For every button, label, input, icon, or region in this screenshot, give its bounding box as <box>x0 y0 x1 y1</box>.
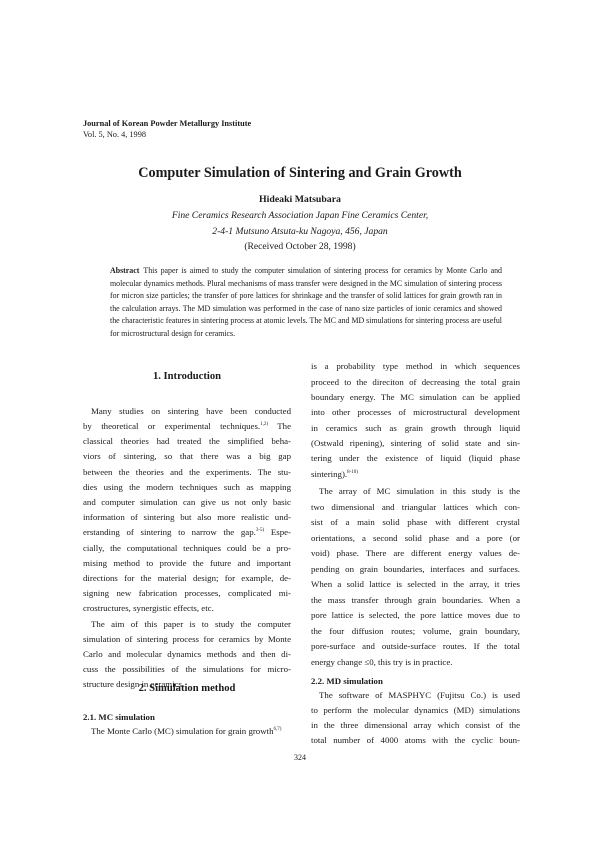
body-line: The Monte Carlo (MC) simulation for grain growth$^{6,7)}$ <box>91 726 282 736</box>
body-line: Many studies on sintering have been conducted <box>91 406 291 416</box>
body-line: pore-surface and outside-surface routes. If the total <box>311 641 520 651</box>
body-line: tering under the existence of liquid (liquid phase <box>311 453 520 463</box>
body-line: boundary energy. The MC simulation can be applied <box>311 392 520 402</box>
body-line: and computer simulation can give us not only basic <box>83 497 291 507</box>
body-line: to perform the molecular dynamics (MD) simulations <box>311 705 520 715</box>
body-line: orientations, a second solid phase and a pore (or <box>311 533 520 543</box>
body-line: in the three dimensional array which consist of the <box>311 720 520 730</box>
abstract-label: Abstract <box>110 266 140 275</box>
affiliation-line-1: Fine Ceramics Research Association Japan Fine Ceramics Center, <box>171 210 429 221</box>
body-line: mising method to provide the future and important <box>83 558 291 568</box>
body-line: The array of MC simulation in this study is the <box>319 486 520 496</box>
intro-heading: 1. Introduction <box>152 371 222 382</box>
body-line: pending on grain boundaries, interfaces and surfaces. <box>311 564 520 574</box>
body-line: cially, the computational techniques could be a pro- <box>83 543 291 553</box>
mc-subheading: 2.1. MC simulation <box>83 712 155 722</box>
body-line: When a solid lattice is selected in the array, it tries <box>311 579 520 589</box>
body-line: energy change ≤0, this try is in practice. <box>311 657 453 667</box>
body-line: directions for the material design; for example, de- <box>83 573 291 583</box>
page-number: 324 <box>294 753 306 762</box>
affiliation-line-2: 2-4-1 Mutsuno Atsuta-ku Nagoya, 456, Japan <box>212 225 388 237</box>
body-line: pore lattice is selected, the pore lattice moves due to <box>311 610 520 620</box>
body-line: cuss the possibilities of the simulations for micro- <box>83 664 291 674</box>
citation: 1,2) <box>260 422 269 427</box>
body-line: sist of a main solid phase with different crystal <box>311 517 520 527</box>
body-line: The software of MASPHYC (Fujitsu Co.) is used <box>319 690 520 700</box>
body-line: between the theories and the experiments. The stu- <box>83 467 291 477</box>
author-name: Hideaki Matsubara <box>259 194 341 205</box>
received-date: (Received October 28, 1998) <box>244 241 356 253</box>
body-line: total number of 4000 atoms with the cyclic boun- <box>311 735 520 745</box>
journal-header <box>83 118 251 140</box>
body-line: the mass transfer through grain boundaries. When a <box>311 595 520 605</box>
body-line: The aim of this paper is to study the computer <box>91 619 291 629</box>
body-line: (Ostwald ripening), sintering of solid state and sin- <box>311 438 520 448</box>
body-line: erstanding of sintering to narrow the gap.$^{3-5)}$ Espe- <box>83 527 291 537</box>
body-line: is a probability type method in which sequences <box>311 361 520 371</box>
body-line: signing new fabrication processes, complicated mi- <box>83 588 291 598</box>
body-line: two dimensional and triangular lattices which con- <box>311 502 520 512</box>
md-subheading: 2.2. MD simulation <box>311 676 383 686</box>
citation: 6,7) <box>273 727 282 732</box>
abstract-text: This paper is aimed to study the computer simulation of sintering process for ceramics by Monte Carlo and molecular dynamics methods. Plural mechanisms of mass transfer were designed in the MC simulation of sintering process for micron size particles; the transfer of pore lattices for shrinkage and the transfer of solid lattices for grain growth ran in the calculation arrays. The MD simulation was performed in the case of nano size particles of ionic ceramics and showed the characteristic features in sintering process at atomic levels. The MC and MD simulations for sintering process are useful for microstructural design for ceramics. <box>110 266 502 338</box>
body-line: proceed to the direciton of decreasing the total grain <box>311 377 520 387</box>
body-line: crostructures, synergistic effects, etc. <box>83 603 214 613</box>
body-line: Carlo and molecular dynamics methods and then di- <box>83 649 291 659</box>
journal-volume: Vol. 5, No. 4, 1998 <box>83 130 146 139</box>
body-line: into other processes of microstructural development <box>311 407 520 417</box>
body-line: in ceramics such as grain growth through liquid <box>311 423 520 433</box>
body-line: the four diffusion routes; volume, grain boundary, <box>311 626 520 636</box>
body-line: void) phase. There are different energy values de- <box>311 548 520 558</box>
citation: 8-10) <box>347 470 358 475</box>
body-line: classical theories had treated the simplified beha- <box>83 436 291 446</box>
paper-title: Computer Simulation of Sintering and Grain Growth <box>138 165 462 181</box>
body-line: dies using the modern techniques such as mapping <box>83 482 291 492</box>
body-line: sintering).$^{8-10)}$ <box>311 469 358 479</box>
body-line: information of sintering but also more realistic und- <box>83 512 291 522</box>
affiliation <box>0 208 600 255</box>
body-line: structure design in ceramics. <box>83 679 185 689</box>
simulation-heading: 2. Simulation method <box>138 683 236 694</box>
abstract <box>110 265 502 341</box>
body-line: viors of sintering, so that there was a big gap <box>83 451 291 461</box>
body-line: simulation of sintering process for ceramics by Monte <box>83 634 291 644</box>
citation: 3-5) <box>255 528 265 533</box>
journal-name: Journal of Korean Powder Metallurgy Institute <box>83 119 252 128</box>
body-line: by theoretical or experimental techniques.$^{1,2)}$ The <box>83 421 291 431</box>
